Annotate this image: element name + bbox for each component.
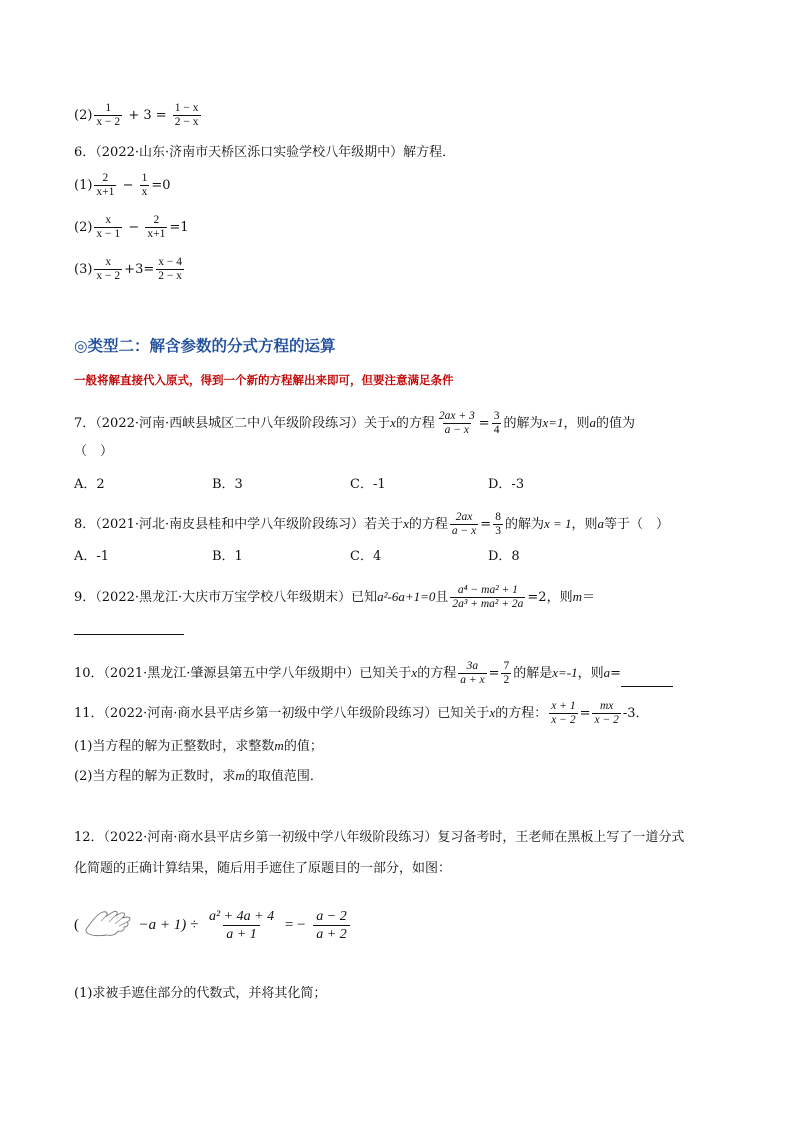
fraction bbox=[458, 660, 486, 687]
q11-text: -3． bbox=[622, 706, 649, 721]
var-a: a bbox=[597, 516, 605, 531]
q8-stem bbox=[74, 511, 669, 538]
solution: x=-1 bbox=[552, 665, 578, 680]
q6-text: 6．（2022·山东·济南市天桥区泺口实验学校八年级期中）解方程． bbox=[74, 145, 456, 160]
numerator: 3 bbox=[493, 410, 500, 422]
q11-sub-text: 的值； bbox=[283, 739, 323, 754]
q8-text: ，则 bbox=[571, 517, 598, 532]
operator: = bbox=[478, 416, 490, 431]
denominator: a − x bbox=[444, 424, 470, 436]
var-x: x bbox=[403, 516, 409, 531]
var-a: a bbox=[603, 665, 611, 680]
q11-stem bbox=[74, 700, 649, 727]
denominator: 2 − x bbox=[174, 116, 199, 128]
denominator: a + 1 bbox=[223, 925, 259, 943]
q8-text: 的解为 bbox=[504, 517, 544, 532]
q9-text: 且 bbox=[435, 590, 449, 605]
q8-text: 的方程 bbox=[408, 517, 448, 532]
numerator: 1 bbox=[141, 172, 148, 184]
q9-stem bbox=[74, 584, 595, 611]
q9-answer-blank[interactable] bbox=[74, 620, 184, 635]
numerator: mx bbox=[599, 700, 614, 712]
q12-line1: 12．（2022·河南·商水县平店乡第一初级中学八年级阶段练习）复习备考时，王老师在黑板上写了一道分式 bbox=[74, 830, 685, 845]
fraction bbox=[94, 102, 122, 129]
fraction bbox=[493, 511, 503, 538]
operator: = bbox=[480, 517, 492, 532]
open-paren: ( bbox=[74, 917, 79, 933]
solution: x = 1 bbox=[543, 516, 572, 531]
operator: + 3 = bbox=[128, 108, 167, 123]
denominator: x − 2 bbox=[96, 270, 121, 282]
fraction bbox=[450, 584, 525, 611]
q7-option-c[interactable]: C．-1 bbox=[350, 477, 386, 492]
denominator: x bbox=[141, 186, 148, 198]
q12-expression bbox=[74, 905, 354, 946]
q8-text: 8．（2021·河北·南皮县桂和中学八年级阶段练习）若关于 bbox=[74, 517, 404, 532]
numerator: 1 bbox=[105, 102, 112, 114]
fraction bbox=[501, 660, 511, 687]
condition: a²-6a+1=0 bbox=[377, 589, 436, 604]
expr-mid: −a + 1) ÷ bbox=[138, 917, 199, 933]
numerator: 2 bbox=[102, 172, 109, 184]
var-m: m bbox=[572, 589, 582, 604]
operator: +3= bbox=[124, 262, 155, 277]
fraction bbox=[592, 700, 620, 727]
numerator: 2 bbox=[153, 214, 160, 226]
denominator: x − 1 bbox=[96, 228, 121, 240]
q10-text: 10．（2021·黑龙江·肇源县第五中学八年级期中）已知关于 bbox=[74, 666, 412, 681]
operator: = bbox=[579, 706, 591, 721]
denominator: a + 2 bbox=[313, 925, 349, 943]
eq-label: (3) bbox=[74, 262, 93, 277]
fraction bbox=[145, 214, 167, 241]
rhs: =1 bbox=[169, 220, 189, 235]
rhs: =0 bbox=[151, 178, 171, 193]
denominator: a + x bbox=[460, 674, 485, 686]
var-x: x bbox=[411, 665, 418, 680]
denominator: x+1 bbox=[147, 228, 166, 240]
numerator: x − 4 bbox=[158, 256, 182, 268]
fraction bbox=[549, 700, 577, 727]
q7-stem bbox=[74, 410, 635, 437]
denominator: 2a³ + ma² + 2a bbox=[452, 598, 524, 610]
q11-sub-text: (1)当方程的解为正整数时，求整数 bbox=[74, 739, 275, 754]
fraction bbox=[450, 511, 478, 538]
q7-text: 的方程 bbox=[395, 416, 435, 431]
hand-icon bbox=[83, 906, 135, 946]
q10-text: 的方程 bbox=[417, 666, 457, 681]
fraction bbox=[492, 410, 502, 437]
q9-text: =2，则 bbox=[527, 590, 573, 605]
solution: x=1 bbox=[542, 415, 564, 430]
numerator: x + 1 bbox=[551, 700, 576, 712]
numerator: 8 bbox=[495, 511, 501, 523]
fraction bbox=[140, 172, 150, 199]
fraction bbox=[206, 908, 277, 943]
q8-option-c[interactable]: C．4 bbox=[350, 549, 382, 564]
numerator: 2ax + 3 bbox=[438, 410, 475, 422]
numerator: 2ax bbox=[455, 511, 473, 523]
denominator: 4 bbox=[493, 424, 500, 436]
q12-sub1: (1)求被手遮住部分的代数式，并将其化简； bbox=[74, 986, 327, 1001]
denominator: 2 bbox=[503, 674, 510, 686]
fraction bbox=[313, 908, 349, 943]
denominator: x − 2 bbox=[96, 116, 121, 128]
fraction bbox=[437, 410, 477, 437]
section-note: 一般将解直接代入原式，得到一个新的方程解出来即可，但要注意满足条件 bbox=[74, 373, 454, 387]
var-a: a bbox=[589, 415, 597, 430]
operator: = bbox=[488, 666, 500, 681]
var-m: m bbox=[274, 738, 284, 753]
q9-text: ＝ bbox=[581, 590, 595, 605]
operator: = − bbox=[284, 917, 306, 933]
operator: − bbox=[128, 220, 140, 235]
q8-option-b[interactable]: B．1 bbox=[212, 549, 243, 564]
var-x: x bbox=[390, 415, 396, 430]
denominator: x+1 bbox=[96, 186, 115, 198]
q7-text: ，则 bbox=[563, 416, 590, 431]
numerator: a⁴ − ma² + 1 bbox=[457, 584, 518, 596]
operator: − bbox=[122, 178, 134, 193]
fraction bbox=[94, 172, 116, 199]
q7-option-d[interactable]: D．-3 bbox=[488, 477, 525, 492]
fraction bbox=[94, 214, 122, 241]
eq-label: (2) bbox=[74, 220, 93, 235]
q7-text: 7．（2022·河南·西峡县城区二中八年级阶段练习）关于 bbox=[74, 416, 391, 431]
q7-text: 的值为 bbox=[596, 416, 636, 431]
q8-option-d[interactable]: D．8 bbox=[488, 549, 520, 564]
q8-text: 等于（ ） bbox=[604, 517, 670, 532]
q9-text: 9．（2022·黑龙江·大庆市万宝学校八年级期末）已知 bbox=[74, 590, 378, 605]
q6-eq2 bbox=[74, 214, 189, 241]
q6-eq3 bbox=[74, 256, 186, 283]
q6-eq1 bbox=[74, 172, 171, 199]
q10-text: ，则 bbox=[577, 666, 604, 681]
denominator: a − x bbox=[451, 525, 477, 537]
q7-option-a[interactable]: A．2 bbox=[74, 477, 105, 492]
q7-paren: （ ） bbox=[74, 444, 114, 459]
q11-sub-text: 的取值范围． bbox=[244, 769, 323, 784]
q10-text: = bbox=[610, 666, 622, 681]
q11-sub-text: (2)当方程的解为正数时，求 bbox=[74, 769, 236, 784]
fraction bbox=[156, 256, 184, 283]
numerator: a² + 4a + 4 bbox=[208, 909, 275, 925]
eq-label: (1) bbox=[74, 178, 93, 193]
denominator: 2 − x bbox=[158, 270, 182, 282]
fraction bbox=[94, 256, 122, 283]
q10-stem bbox=[74, 660, 673, 687]
q10-text: 的解是 bbox=[513, 666, 553, 681]
q8-option-a[interactable]: A．-1 bbox=[74, 549, 110, 564]
var-x: x bbox=[489, 705, 496, 720]
numerator: 1 − x bbox=[174, 102, 199, 114]
numerator: x bbox=[105, 256, 112, 268]
q11-text: 的方程： bbox=[495, 706, 548, 721]
q10-answer-blank[interactable] bbox=[621, 672, 673, 687]
q7-option-b[interactable]: B．3 bbox=[212, 477, 243, 492]
denominator: x − 2 bbox=[551, 714, 576, 726]
numerator: 3a bbox=[466, 660, 479, 672]
q5-part2 bbox=[74, 102, 203, 129]
numerator: 7 bbox=[503, 660, 510, 672]
q11-sub2 bbox=[74, 767, 323, 786]
q7-text: 的解为 bbox=[503, 416, 543, 431]
q12-line2: 化简题的正确计算结果，随后用手遮住了原题目的一部分，如图： bbox=[74, 861, 452, 876]
denominator: 3 bbox=[495, 525, 501, 537]
var-m: m bbox=[235, 768, 245, 783]
q11-text: 11．（2022·河南·商水县平店乡第一初级中学八年级阶段练习）已知关于 bbox=[74, 706, 490, 721]
numerator: x bbox=[105, 214, 112, 226]
numerator: a − 2 bbox=[316, 909, 347, 925]
section-heading: ◎类型二：解含参数的分式方程的运算 bbox=[74, 337, 336, 355]
q5-part2-label: (2) bbox=[74, 108, 93, 123]
denominator: x − 2 bbox=[594, 714, 619, 726]
fraction bbox=[173, 102, 201, 129]
q11-sub1 bbox=[74, 737, 323, 756]
